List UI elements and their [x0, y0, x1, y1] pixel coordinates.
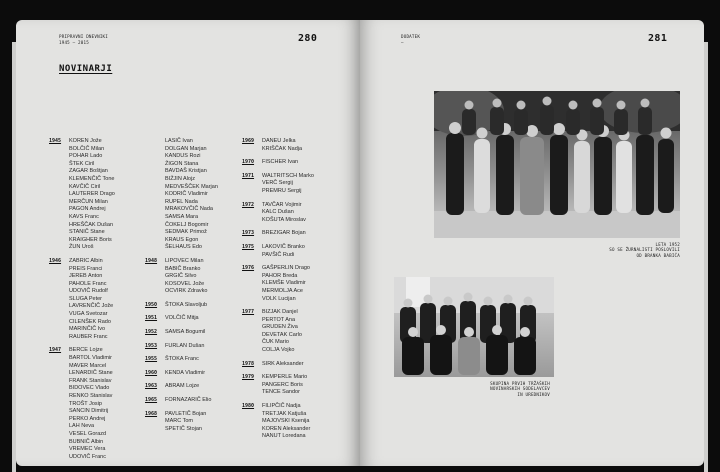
journalist-name: KALC Dušan	[262, 209, 294, 216]
journalist-name: KODRIČ Vladimir	[165, 191, 208, 198]
year-group	[145, 315, 255, 323]
journalist-name: KOŠUTA Miroslav	[262, 216, 306, 223]
year-label: 1978	[242, 360, 255, 367]
journalist-name: KLEMŠE Vladimir	[262, 280, 306, 287]
year-group	[242, 230, 352, 238]
year-label: 1960	[145, 369, 158, 376]
year-group	[145, 343, 255, 351]
journalist-name: FILIPČIČ Nadja	[262, 403, 301, 410]
year-label: 1951	[145, 315, 158, 322]
journalist-name: PAHOLE Franc	[69, 280, 107, 287]
journalist-name: VOLČIČ Mitja	[165, 315, 199, 322]
journalist-name: VOLK Lucijan	[262, 295, 296, 302]
journalist-name: UDOVIČ Franc	[69, 453, 106, 460]
group-photo-outdoor-image	[434, 91, 680, 238]
journalist-name: RUPEL Nada	[165, 198, 198, 205]
right-page-number: 281	[648, 33, 668, 44]
journalist-name: BIZJAK Danjel	[262, 309, 298, 316]
journalist-name: MERČUN Milan	[69, 198, 108, 205]
name-list	[262, 374, 352, 397]
journalist-name: MERMOLJA Ace	[262, 287, 303, 294]
journalist-name: PERTOT Ana	[262, 316, 296, 323]
group-photo-outdoor	[434, 91, 680, 238]
journalist-name: PANGERC Boris	[262, 381, 303, 388]
journalist-name: DOLGAN Marjan	[165, 145, 207, 152]
name-list	[262, 202, 352, 225]
right-page	[360, 20, 704, 466]
journalist-name: OCVIRK Zdravko	[165, 288, 208, 295]
journalist-name: ŠTOKA Franc	[165, 356, 199, 363]
journalist-name: TROŠT Josip	[69, 400, 102, 407]
journalist-name: FRANK Stanislav	[69, 377, 112, 384]
journalist-name: RENKO Stanislav	[69, 393, 113, 399]
journalist-name: LAVRENČIČ Jože	[69, 303, 114, 310]
journalist-name: LASIČ Ivan	[165, 138, 193, 144]
year-label: 1972	[242, 201, 255, 208]
photo-caption-2	[420, 381, 550, 397]
name-list	[262, 265, 352, 303]
journalist-name: TAVČAR Vojimir	[262, 201, 302, 208]
year-label: 1968	[145, 410, 158, 417]
journalist-name: GRGIČ Silvo	[165, 273, 197, 280]
caption-1-line-2: SO SE ŽURNALISTI POSLOVILI	[609, 247, 680, 253]
names-column-1	[49, 138, 159, 466]
year-label: 1945	[49, 138, 62, 144]
journalist-name: SAMSA Mara	[165, 213, 199, 220]
journalist-name: SANCIN Dimitrij	[69, 408, 109, 415]
journalist-name: ŠTEK Ciril	[69, 160, 95, 167]
journalist-name: BAVDAŠ Kristjan	[165, 168, 207, 175]
journalist-name: KOSOVEL Jože	[165, 280, 205, 287]
journalist-name: KEMPERLE Mario	[262, 374, 308, 381]
journalist-name: BARTOL Vladimir	[69, 355, 112, 362]
year-label: 1976	[242, 265, 255, 272]
name-list	[262, 138, 352, 153]
journalist-name: TENCE Sandor	[262, 389, 300, 396]
year-label: 1970	[242, 159, 255, 166]
year-label: 1947	[49, 347, 62, 354]
journalist-name: ČOKELJ Bogomir	[165, 221, 209, 228]
journalist-name: MEDVEŠČEK Marjan	[165, 183, 218, 190]
journalist-name: SIRK Aleksander	[262, 360, 304, 367]
journalist-name: KRAUS Egon	[165, 236, 199, 243]
year-label: 1946	[49, 257, 62, 264]
journalist-name: MAJOVSKI Ksenija	[262, 418, 310, 425]
journalist-name: ŽUN Uroš	[69, 244, 94, 251]
journalist-name: VESEL Gorazd	[69, 430, 107, 437]
caption-2-line-2: NOVINARSKIH SODELAVCEV	[490, 386, 550, 392]
journalist-name: ŠTOKA Slavoljub	[165, 301, 208, 308]
journalist-name: PERKO Andrej	[69, 415, 106, 422]
journalist-name: KOREN Aleksander	[262, 425, 311, 432]
year-group	[242, 138, 352, 153]
year-group	[145, 411, 255, 434]
journalist-name: CILENŠEK Rado	[69, 318, 111, 325]
journalist-name: KRIŠČAK Nadja	[262, 145, 303, 152]
journalist-name: GAŠPERLIN Drago	[262, 265, 310, 272]
journalist-name: JEREB Anton	[69, 273, 103, 280]
journalist-name: ZABRIC Albin	[69, 257, 103, 264]
year-group	[145, 369, 255, 381]
name-list	[262, 230, 352, 238]
year-label: 1955	[145, 356, 158, 363]
journalist-name: PAVLETIČ Bojan	[165, 410, 207, 417]
name-list	[262, 309, 352, 355]
journalist-name: FORNAZARIČ Elio	[165, 397, 212, 404]
name-list	[262, 403, 352, 441]
journalist-name: NANUT Loredana	[262, 433, 306, 440]
left-page-number: 280	[298, 33, 318, 44]
journalist-name: BREZIGAR Bojan	[262, 230, 306, 237]
journalist-name: PREMRU Sergij	[262, 187, 302, 194]
page-title: NOVINARJI	[59, 64, 113, 74]
year-group	[145, 302, 255, 310]
left-header-line-2: 1945 – 2015	[59, 39, 89, 45]
journalist-name: LAUTERER Drago	[69, 191, 115, 198]
journalist-name: POHAR Lado	[69, 153, 103, 160]
journalist-name: VUGA Svetozar	[69, 311, 108, 318]
year-group	[242, 244, 352, 259]
right-running-header	[401, 34, 420, 45]
journalist-name: KLEMENČIČ Tone	[69, 175, 115, 182]
journalist-name: SEDMAK Primož	[165, 229, 207, 236]
journalist-name: KENDA Vladimir	[165, 369, 206, 376]
year-group	[145, 258, 255, 296]
year-group	[145, 329, 255, 337]
year-label: 1975	[242, 243, 255, 250]
year-group	[49, 138, 159, 252]
journalist-name: WALTRITSCH Marko	[262, 172, 314, 179]
journalist-name: MRAKOVČIČ Nada	[165, 206, 213, 213]
year-group	[242, 361, 352, 369]
journalist-name: RAUBER Franc	[69, 333, 108, 340]
journalist-name: BOLČIČ Milan	[69, 145, 105, 152]
journalist-name: PREIS Franci	[69, 265, 103, 272]
group-photo-indoor-image	[394, 277, 554, 377]
year-group	[242, 173, 352, 196]
journalist-name: GRUDEN Živa	[262, 324, 298, 331]
journalist-name: DANEU Jelka	[262, 138, 296, 144]
year-group	[242, 374, 352, 397]
journalist-name: BIŽJIN Alojz	[165, 175, 195, 182]
name-list	[262, 173, 352, 196]
journalist-name: PAVŠIČ Rudi	[262, 251, 295, 258]
journalist-name: ŽIGON Stana	[165, 160, 199, 167]
right-header-line-1: DODATEK	[401, 34, 421, 39]
caption-2-line-3: IN UREDNIKOV	[517, 391, 550, 397]
journalist-name: MAVER Marcel	[69, 362, 107, 369]
year-label: 1953	[145, 342, 158, 349]
journalist-name: KAVČIČ Ciril	[69, 183, 101, 190]
year-group	[242, 403, 352, 441]
journalist-name: UDOVIČ Rudolf	[69, 288, 108, 295]
journalist-name: KRAIGHER Boris	[69, 236, 112, 243]
year-label: 1977	[242, 309, 255, 316]
journalist-name: FURLAN Dušan	[165, 342, 205, 349]
year-group	[242, 309, 352, 355]
year-label: 1952	[145, 329, 158, 336]
book-edge-right	[704, 42, 708, 472]
year-label: 1950	[145, 301, 158, 308]
journalist-name: BUBNIČ Albin	[69, 438, 104, 445]
journalist-name: ZAGAR Boštjan	[69, 168, 108, 175]
journalist-name: SAMSA Bogumil	[165, 329, 206, 336]
year-group	[242, 265, 352, 303]
year-group	[242, 202, 352, 225]
journalist-name: BIDOVEC Vlado	[69, 385, 110, 392]
journalist-name: LENARDIČ Stane	[69, 370, 113, 377]
journalist-name: COLJA Vojko	[262, 347, 295, 354]
journalist-name: TRETJAK Katjuša	[262, 410, 307, 417]
year-label: 1948	[145, 257, 158, 264]
year-label: 1971	[242, 172, 255, 179]
journalist-name: LAKOVIČ Branko	[262, 243, 305, 250]
journalist-name: LIPOVEC Milan	[165, 257, 204, 264]
journalist-name: STANIČ Stane	[69, 229, 105, 236]
left-page	[16, 20, 360, 466]
journalist-name: LAH Neva	[69, 423, 95, 430]
journalist-name: BABIČ Branko	[165, 265, 201, 272]
year-group	[49, 258, 159, 342]
name-list	[262, 361, 352, 369]
open-book	[16, 20, 704, 466]
year-label: 1963	[145, 383, 158, 390]
year-label: 1973	[242, 230, 255, 237]
group-photo-indoor	[394, 277, 554, 377]
journalist-name: ŠELHAUS Edo	[165, 244, 202, 251]
year-group	[145, 138, 255, 252]
journalist-name: KAVS Franc	[69, 213, 99, 220]
year-label: 1969	[242, 138, 255, 144]
year-group	[145, 397, 255, 405]
year-group	[145, 356, 255, 364]
journalist-name: SLUGA Peter	[69, 295, 103, 302]
right-header-line-2: —	[401, 39, 404, 45]
journalist-name: VERČ Sergij	[262, 180, 293, 187]
caption-1-line-3: OD BRANKA BABIČA	[636, 252, 680, 258]
left-header-line-1: PRIPRAVNI DNEVNIKI	[59, 34, 108, 39]
name-list	[262, 159, 352, 167]
journalist-name: VREMEC Vera	[69, 446, 106, 453]
journalist-name: KANDUS Rozi	[165, 153, 201, 160]
journalist-name: DEVETAK Carlo	[262, 331, 302, 338]
journalist-name: ABRAM Lojze	[165, 383, 200, 390]
names-column-3	[242, 138, 352, 447]
year-label: 1980	[242, 403, 255, 410]
caption-1-line-1: LETA 1952	[655, 242, 680, 247]
year-label: 1965	[145, 397, 158, 404]
journalist-name: KOREN Jože	[69, 138, 102, 144]
journalist-name: SPETIČ Stojan	[165, 425, 202, 432]
journalist-name: HREŠČAK Dušan	[69, 221, 114, 228]
year-label: 1979	[242, 374, 255, 381]
names-column-2	[145, 138, 255, 439]
year-group	[242, 159, 352, 167]
journalist-name: PAGON Andrej	[69, 206, 106, 213]
journalist-name: BERCE Lojze	[69, 347, 103, 354]
journalist-name: ČUK Mario	[262, 339, 289, 346]
name-list	[262, 244, 352, 259]
caption-2-line-1: SKUPINA PRVIH TRŽAŠKIH	[490, 381, 550, 386]
left-running-header	[59, 34, 108, 45]
journalist-name: FISCHER Ivan	[262, 159, 299, 166]
photo-caption-1	[550, 242, 680, 258]
journalist-name: MARINČIČ Ivo	[69, 326, 106, 333]
journalist-name: MARC Tom	[165, 418, 194, 425]
year-group	[49, 347, 159, 461]
journalist-name: PAHOR Breda	[262, 272, 298, 279]
year-group	[145, 383, 255, 391]
